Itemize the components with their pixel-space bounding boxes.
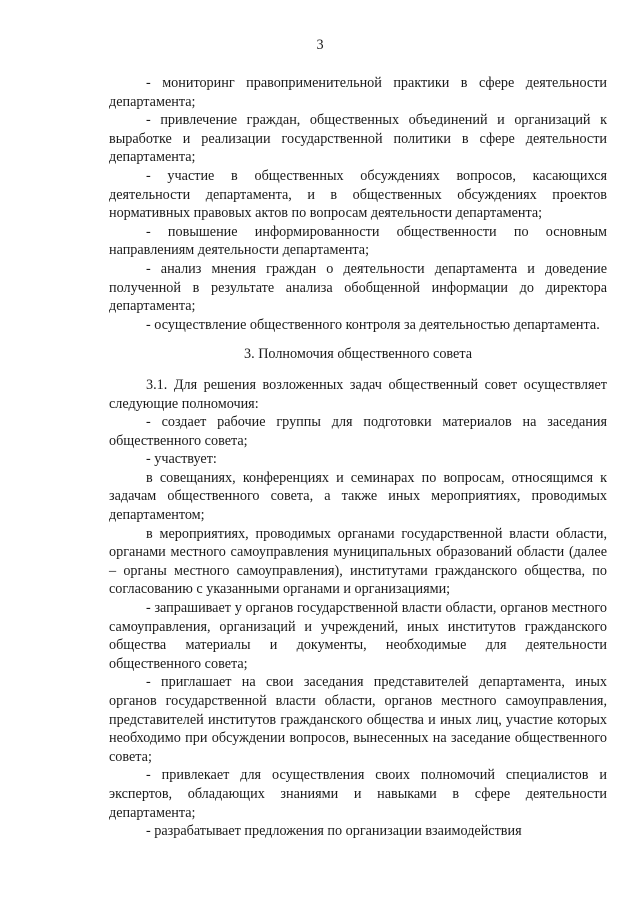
document-body: [109, 74, 607, 841]
list-item-invites: - приглашает на свои заседания представителей департамента, иных органов государственной власти области, органов местного самоуправления, представителей институтов гражданского общества и иных лиц, участие которых необходимо при обсуждении вопросов, вынесенных на заседание общественного совета;: [109, 674, 607, 765]
sub-item-events: в мероприятиях, проводимых органами государственной власти области, органами местного самоуправления муниципальных образований области (далее – органы местного самоуправления), институтами гражданского общества, по согласованию с указанными органами и организациями;: [109, 525, 607, 598]
list-item-opinion-analysis: - анализ мнения граждан о деятельности департамента и доведение полученной в результате анализа обобщенной информации до директора департамента;: [109, 260, 607, 315]
list-item-monitoring: - мониторинг правоприменительной практики в сфере деятельности департамента;: [109, 75, 607, 110]
clause-3-1: 3.1. Для решения возложенных задач общественный совет осуществляет следующие полномочия:: [109, 376, 607, 412]
list-item-working-groups: - создает рабочие группы для подготовки материалов на заседания общественного совета;: [109, 414, 607, 449]
list-item-requests: - запрашивает у органов государственной власти области, органов местного самоуправления, организаций и учреждений, иных институтов гражданского общества материалы и документы, необходимые для деятельности общественного совета;: [109, 600, 607, 672]
section-heading: 3. Полномочия общественного совета: [244, 346, 472, 363]
list-item-experts: - привлекает для осуществления своих полномочий специалистов и экспертов, обладающих знаниями и навыками в сфере деятельности департамента;: [109, 767, 607, 821]
list-item-awareness: - повышение информированности общественности по основным направлениям деятельности департамента;: [109, 223, 607, 259]
list-item-involvement: - привлечение граждан, общественных объединений и организаций к выработке и реализации государственной политики в сфере деятельности департамента;: [109, 112, 607, 166]
list-item-proposals: - разрабатывает предложения по организации взаимодействия: [146, 823, 522, 840]
list-item-public-discussions: - участие в общественных обсуждениях вопросов, касающихся деятельности департамента, и в общественных обсуждениях проектов нормативных правовых актов по вопросам деятельности департамента;: [109, 167, 607, 222]
list-item-participates: - участвует:: [146, 451, 217, 468]
list-item-public-control: - осуществление общественного контроля за деятельностью департамента.: [146, 316, 600, 333]
sub-item-meetings: в совещаниях, конференциях и семинарах по вопросам, относящимся к задачам общественного совета, а также иных мероприятиях, проводимых департаментом;: [109, 469, 607, 524]
page-number: 3: [316, 37, 324, 53]
